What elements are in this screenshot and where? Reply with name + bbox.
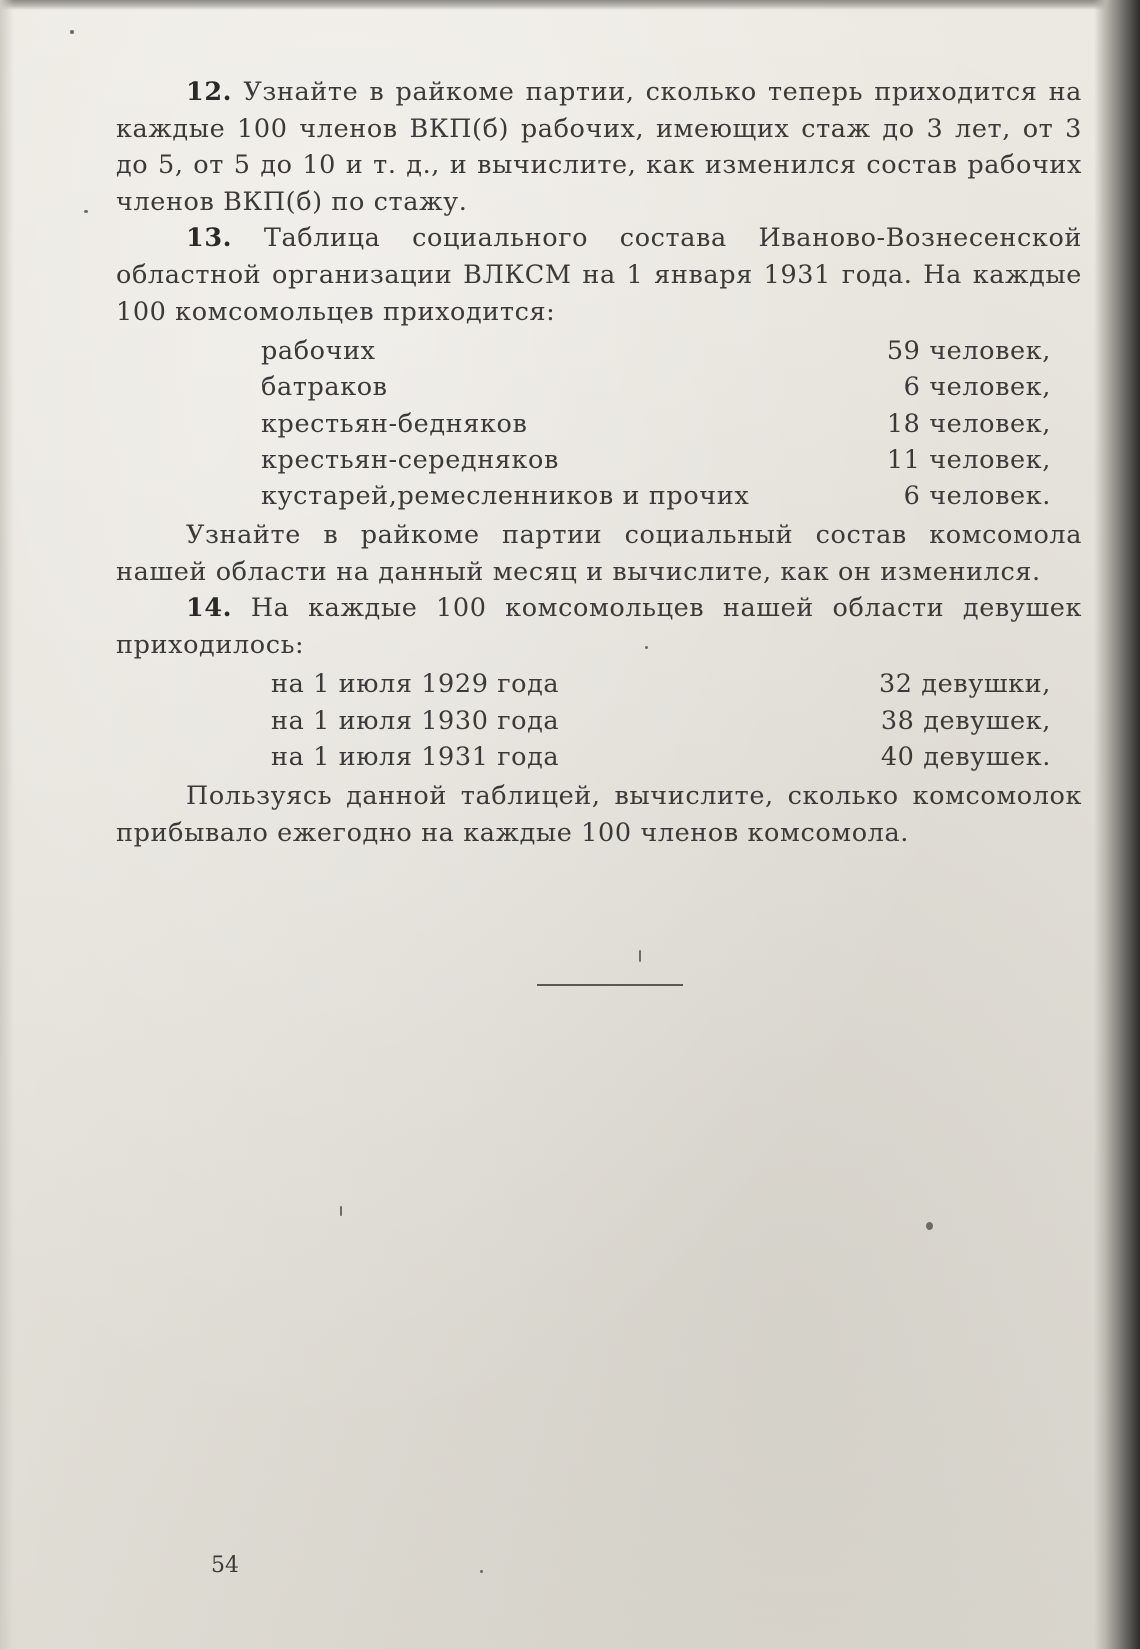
- row-value: 59 человек,: [886, 336, 1051, 367]
- row-value: 32 девушки,: [878, 669, 1051, 700]
- problem-12: [116, 74, 1082, 220]
- page-left-edge: [0, 0, 14, 1649]
- problem-12-text: Узнайте в райкоме партии, сколько теперь приходится на каждые 100 членов ВКП(б) рабочих, имеющих стаж до 3 лет, от 3 до 5, от 5 до 10 и т. д., и вычислите, как изменился состав рабочих членов ВКП(б) по стажу.: [116, 77, 1082, 217]
- ink-speck: [84, 210, 88, 213]
- table-row: [271, 666, 1051, 702]
- row-label: крестьян-середняков: [261, 444, 559, 475]
- row-value: 38 девушек,: [880, 705, 1051, 736]
- row-value: 18 человек,: [886, 408, 1051, 439]
- row-label: на 1 июля 1929 года: [271, 669, 560, 700]
- row-label: рабочих: [261, 336, 376, 367]
- ink-speck: [639, 950, 641, 962]
- problem-13-intro: [116, 220, 1082, 330]
- row-label: кустарей,ремесленников и прочих: [261, 480, 750, 511]
- problem-13-followup: Узнайте в райкоме партии социальный состав комсомола нашей области на данный месяц и вычислите, как он изменился.: [116, 520, 1082, 587]
- ink-speck: [480, 1570, 483, 1573]
- table-row: [271, 703, 1051, 739]
- problem-13-intro-text: Таблица социального состава Иваново-Вознесенской областной организации ВЛКСМ на 1 января 1931 года. На каждые 100 комсомольцев приходится:: [116, 223, 1082, 327]
- table-row: [271, 739, 1051, 775]
- row-value: 40 девушек.: [880, 741, 1051, 772]
- table-row: [261, 369, 1051, 405]
- row-label: на 1 июля 1931 года: [271, 741, 560, 772]
- row-label: крестьян-бедняков: [261, 408, 528, 439]
- row-value: 11 человек,: [886, 444, 1051, 475]
- social-composition-table: [261, 333, 1051, 514]
- section-divider: [537, 984, 683, 986]
- row-value: 6 человек,: [903, 372, 1051, 403]
- ink-speck: [340, 1206, 342, 1216]
- ink-speck: [645, 646, 648, 649]
- ink-speck: [926, 1222, 933, 1230]
- table-row: [261, 442, 1051, 478]
- girls-share-table: [271, 666, 1051, 775]
- row-label: на 1 июля 1930 года: [271, 705, 560, 736]
- page-number: 54: [211, 1553, 239, 1578]
- table-row: [261, 478, 1051, 514]
- table-row: [261, 406, 1051, 442]
- problem-14-followup: Пользуясь данной таблицей, вычислите, сколько комсомолок прибывало ежегодно на каждые 100 членов комсомола.: [116, 781, 1082, 848]
- problem-13-number: 13.: [186, 223, 233, 254]
- problem-14-intro-text: На каждые 100 комсомольцев нашей области девушек приходилось:: [116, 593, 1082, 660]
- page-top-edge: [0, 0, 1140, 10]
- ink-speck: [70, 30, 74, 34]
- problem-14-number: 14.: [186, 593, 233, 624]
- problem-12-number: 12.: [186, 77, 233, 107]
- table-row: [261, 333, 1051, 369]
- problem-14-intro: [116, 590, 1082, 663]
- page-body: [116, 74, 1082, 851]
- row-value: 6 человек.: [903, 480, 1051, 511]
- row-label: батраков: [261, 372, 388, 403]
- page-spine-shadow: [1094, 0, 1140, 1649]
